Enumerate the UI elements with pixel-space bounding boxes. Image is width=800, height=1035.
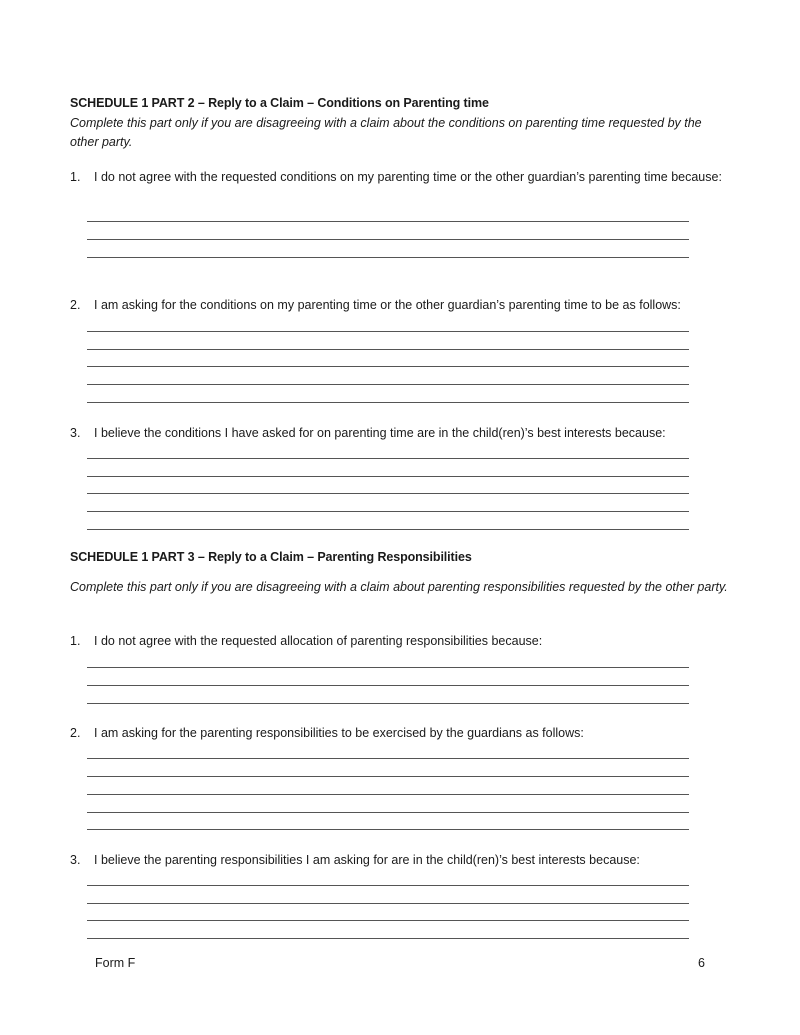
part3-item-2 [70,724,730,743]
item-number: 2. [70,726,81,740]
item-number: 3. [70,853,81,867]
part3-heading: SCHEDULE 1 PART 3 – Reply to a Claim – Parenting Responsibilities [70,550,472,564]
item-number: 3. [70,426,81,440]
part2-instruction: Complete this part only if you are disagreeing with a claim about the conditions on parenting time requested by the other party. [70,116,702,149]
part3-instruction: Complete this part only if you are disagreeing with a claim about parenting responsibilities requested by the other party. [70,580,728,594]
answer-line[interactable] [87,703,689,704]
answer-line[interactable] [87,331,689,332]
item-text: I believe the conditions I have asked for on parenting time are in the child(ren)’s best interests because: [94,426,666,440]
page-number: 6 [698,956,705,970]
answer-line[interactable] [87,476,689,477]
answer-line[interactable] [87,257,689,258]
answer-line[interactable] [87,511,689,512]
answer-line[interactable] [87,794,689,795]
answer-line[interactable] [87,667,689,668]
item-text: I believe the parenting responsibilities I am asking for are in the child(ren)’s best interests because: [94,853,640,867]
answer-line[interactable] [87,758,689,759]
item-number: 2. [70,298,81,312]
item-text: I am asking for the parenting responsibilities to be exercised by the guardians as follows: [94,726,584,740]
answer-line[interactable] [87,529,689,530]
item-text: I am asking for the conditions on my parenting time or the other guardian’s parenting time to be as follows: [94,298,681,312]
answer-line[interactable] [87,349,689,350]
item-number: 1. [70,170,81,184]
answer-line[interactable] [87,458,689,459]
part3-item-3 [70,851,730,870]
answer-line[interactable] [87,938,689,939]
answer-line[interactable] [87,221,689,222]
answer-line[interactable] [87,366,689,367]
part2-item-2 [70,296,750,315]
answer-line[interactable] [87,903,689,904]
answer-line[interactable] [87,384,689,385]
item-number: 1. [70,634,81,648]
item-text: I do not agree with the requested conditions on my parenting time or the other guardian’s parenting time because: [94,170,722,184]
item-text: I do not agree with the requested allocation of parenting responsibilities because: [94,634,543,648]
answer-line[interactable] [87,885,689,886]
answer-line[interactable] [87,812,689,813]
part2-item-1 [70,168,730,187]
answer-line[interactable] [87,402,689,403]
answer-line[interactable] [87,829,689,830]
part3-item-1 [70,632,730,651]
answer-line[interactable] [87,493,689,494]
answer-line[interactable] [87,920,689,921]
answer-line[interactable] [87,685,689,686]
form-label: Form F [95,956,136,970]
part2-heading: SCHEDULE 1 PART 2 – Reply to a Claim – Conditions on Parenting time [70,96,489,110]
part2-item-3 [70,424,730,443]
answer-line[interactable] [87,239,689,240]
answer-line[interactable] [87,776,689,777]
